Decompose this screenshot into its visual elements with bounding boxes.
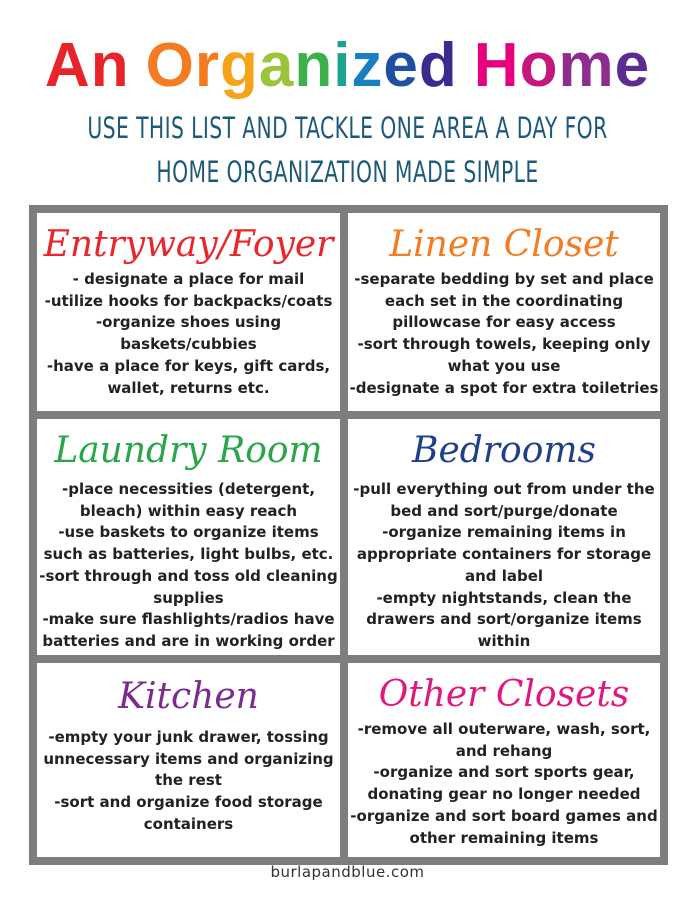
checklist-line: -remove all outerware, wash, sort,: [357, 720, 651, 738]
title-letter: m: [558, 31, 615, 100]
checklist-line: -separate bedding by set and place: [354, 270, 654, 288]
subtitle-line-1: USE THIS LIST AND TACKLE ONE AREA A DAY FOR: [87, 111, 608, 145]
title-letter: i: [333, 31, 352, 100]
checklist-line: -empty your junk drawer, tossing: [48, 728, 329, 746]
checklist-line: such as batteries, light bulbs, etc.: [43, 545, 334, 564]
checklist-line: and rehang: [455, 741, 553, 760]
checklist-line: -place necessities (detergent,: [61, 480, 316, 498]
subtitle-line-2: HOME ORGANIZATION MADE SIMPLE: [156, 155, 539, 189]
checklist-line: unnecessary items and organizing: [43, 749, 334, 768]
checklist-line: each set in the coordinating: [384, 291, 624, 310]
checklist-line: -sort through and toss old cleaning: [39, 566, 338, 585]
section-body: [37, 479, 340, 653]
title-letter: [130, 30, 146, 102]
checklist-line: within: [477, 631, 531, 650]
checklist-line: batteries and are in working order: [42, 631, 335, 650]
title-letter: z: [351, 31, 384, 100]
section-title: Other Closets: [378, 674, 630, 715]
section-kitchen: [37, 663, 340, 857]
title-letter: e: [383, 31, 419, 100]
checklist-line: baskets/cubbies: [120, 335, 257, 354]
title-letter: n: [294, 31, 334, 100]
checklist-line: what you use: [447, 356, 561, 375]
title-letter: a: [258, 31, 295, 100]
checklist-line: the rest: [155, 771, 222, 790]
title-letter: H: [473, 31, 520, 100]
section-title: Entryway/Foyer: [43, 224, 334, 265]
section-title: Kitchen: [118, 676, 259, 717]
checklist-line: -organize and sort sports gear,: [373, 763, 635, 782]
checklist-line: containers: [143, 814, 234, 833]
checklist-line: bleach) within easy reach: [79, 501, 298, 520]
checklist-line: -empty nightstands, clean the: [376, 588, 632, 607]
title-letter: A: [44, 31, 91, 100]
checklist-line: -organize and sort board games and: [350, 806, 658, 825]
checklist-line: -have a place for keys, gift cards,: [46, 356, 331, 375]
checklist-line: drawers and sort/organize items: [366, 610, 642, 629]
checklist-line: appropriate containers for storage: [356, 545, 652, 564]
checklist-line: other remaining items: [409, 828, 599, 847]
section-body: [348, 719, 660, 849]
checklist-line: -designate a spot for extra toiletries: [349, 378, 659, 397]
title-letter: n: [90, 31, 130, 100]
title-letter: O: [145, 31, 195, 100]
checklist-line: -organize shoes using: [95, 313, 282, 332]
checklist-line: bed and sort/purge/donate: [390, 501, 618, 520]
checklist-line: -sort and organize food storage: [54, 793, 323, 812]
checklist-line: -sort through towels, keeping only: [357, 335, 651, 354]
section-title: Linen Closet: [389, 224, 619, 265]
checklist-grid: [29, 205, 668, 865]
checklist-line: wallet, returns etc.: [107, 378, 270, 397]
title-letter: [458, 30, 474, 102]
checklist-line: - designate a place for mail: [72, 270, 305, 288]
section-entryway-foyer: [37, 213, 340, 411]
section-body: [348, 269, 660, 399]
section-title: Laundry Room: [54, 430, 323, 471]
site-url: burlapandblue.com: [270, 863, 425, 881]
title-letter: e: [614, 31, 651, 100]
section-laundry-room: [37, 419, 340, 655]
checklist-line: -organize remaining items in: [382, 523, 626, 542]
checklist-line: -pull everything out from under the: [353, 480, 655, 498]
checklist-line: pillowcase for easy access: [392, 313, 616, 332]
section-body: [37, 727, 340, 836]
checklist-line: and label: [464, 566, 544, 585]
section-body: [348, 479, 660, 653]
title-letter: g: [219, 31, 259, 100]
section-linen-closet: [348, 213, 660, 411]
section-bedrooms: [348, 419, 660, 655]
section-body: [37, 269, 340, 399]
title-letter: o: [519, 31, 559, 100]
title-letter: d: [418, 31, 458, 100]
section-other-closets: [348, 663, 660, 857]
checklist-line: -use baskets to organize items: [58, 523, 319, 542]
checklist-line: supplies: [153, 588, 224, 607]
checklist-line: -make sure flashlights/radios have: [42, 610, 335, 629]
checklist-line: -utilize hooks for backpacks/coats: [44, 291, 333, 310]
page-title: [0, 30, 695, 102]
section-title: Bedrooms: [412, 430, 596, 471]
checklist-line: donating gear no longer needed: [367, 785, 641, 804]
title-letter: r: [194, 31, 220, 100]
